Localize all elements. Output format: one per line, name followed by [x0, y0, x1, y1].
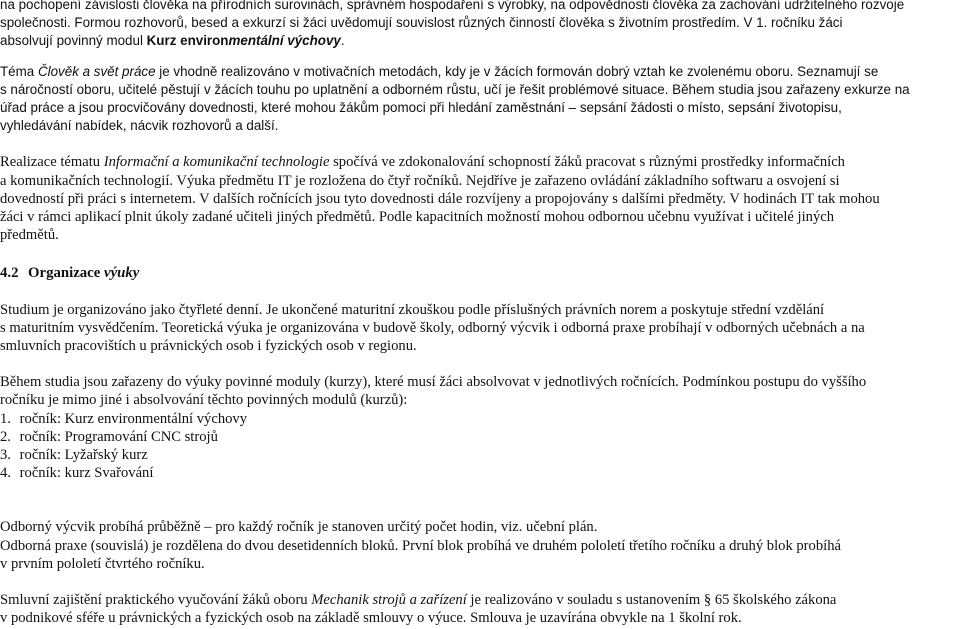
italic-text: Mechanik strojů a zařízení	[311, 592, 467, 609]
text-line: Studium je organizováno jako čtyřleté denní. Je ukončené maturitní zkouškou podle příslušných právních norem a poskytuje střední vzdělání	[0, 301, 825, 318]
paragraph-world-of-work	[0, 63, 956, 136]
text-span: je vhodně realizováno v motivačních metodách, kdy je v žácích formován dobrý vztah ke zvolenému oboru. Seznamují se	[155, 63, 879, 79]
text-line: s náročností oboru, učitelé pěstují v žácích touhu po uplatnění a odborném růstu, učí je řešit problémové situace. Během studia jsou zařazeny exkurze na	[0, 81, 910, 97]
text-line: společnosti. Formou rozhovorů, besed a exkurzí si žáci uvědomují souvislost různých činností člověka s životním prostředím. V 1. ročníku žáci	[0, 15, 843, 31]
list-item	[0, 428, 956, 446]
list-number: 1.	[0, 410, 11, 427]
paragraph-organization	[0, 301, 956, 356]
text-line: a komunikačních technologií. Výuka předmětu IT je rozložena do čtyř ročníků. Nejdříve je zařazeno ovládání základního softwaru a osvojení si	[0, 172, 840, 189]
paragraph-contract	[0, 591, 956, 627]
text-span: je realizováno v souladu s ustanovením § 65 školského zákona	[466, 592, 837, 609]
text-span: Téma	[0, 63, 38, 79]
text-line	[0, 32, 956, 50]
list-text: ročník: Programování CNC strojů	[19, 428, 218, 445]
list-number: 3.	[0, 447, 11, 464]
text-span: absolvují povinný modul	[0, 33, 147, 49]
list-number: 4.	[0, 465, 11, 482]
text-line: Během studia jsou zařazeny do výuky povinné moduly (kurzy), které musí žáci absolvovat v jednotlivých ročnících. Podmínkou postupu do vyššího	[0, 374, 867, 391]
list-text: ročník: Lyžařský kurz	[19, 447, 148, 464]
paragraph-practice	[0, 518, 956, 573]
text-line	[0, 153, 956, 171]
list-item	[0, 446, 956, 464]
italic-text: Informační a komunikační technologie	[103, 154, 330, 171]
list-text: ročník: kurz Svařování	[19, 465, 154, 482]
text-line: v prvním pololetí čtvrtého ročníku.	[0, 555, 205, 572]
text-line: předmětů.	[0, 227, 59, 244]
paragraph-environment	[0, 0, 956, 51]
bold-italic-text: mentální výchovy	[228, 33, 341, 49]
text-line: v podnikové sféře u právnických a fyzických osob na základě smlouvy o výuce. Smlouva je uzavírána obvykle na 1 školní rok.	[0, 610, 742, 627]
paragraph-ict	[0, 153, 956, 244]
text-line: dovedností při práci s internetem. V dalších ročnících jsou tyto dovednosti dále rozvíjeny a propojovány s dalšími předměty. V hodinách IT tak mohou	[0, 190, 880, 207]
modules-list	[0, 410, 956, 483]
text-span: spočívá ve zdokonalování schopností žáků pracovat s různými prostředky informačních	[329, 154, 845, 171]
text-line: Odborný výcvik probíhá průběžně – pro každý ročník je stanoven určitý počet hodin, viz. učební plán.	[0, 519, 598, 536]
text-line	[0, 591, 956, 609]
text-line: Odborná praxe (souvislá) je rozdělena do dvou desetidenních bloků. První blok probíhá ve druhém pololetí třetího ročníku a druhý blok probíhá	[0, 537, 841, 554]
text-line: na pochopení závislosti člověka na přírodních surovinách, správném hospodaření s výrobky, na odpovědnosti člověka za zachování udržitelného rozvoje	[0, 0, 905, 12]
text-span: Realizace tématu	[0, 154, 104, 171]
paragraph-modules	[0, 373, 956, 409]
list-text: ročník: Kurz environmentální výchovy	[19, 410, 248, 427]
text-line: s maturitním vysvědčením. Teoretická výuka je organizována v budově školy, odborný výcvik i odborná praxe probíhají v odborných učebnách a na	[0, 319, 865, 336]
section-number: 4.2	[0, 265, 19, 282]
list-item	[0, 410, 956, 428]
list-item	[0, 464, 956, 482]
italic-text: Člověk a svět práce	[37, 63, 156, 79]
text-span: .	[340, 33, 345, 49]
text-line	[0, 63, 956, 81]
bold-text: Kurz environ	[146, 33, 229, 49]
heading-italic: výuky	[104, 265, 140, 282]
text-line: vyhledávání nabídek, nácvik rozhovorů a další.	[0, 118, 279, 134]
text-line: úřad práce a jsou procvičovány dovednosti, které mohou žákům pomoci při hledání zaměstnání – sepsání žádosti o místo, sepsání životopisu,	[0, 100, 842, 116]
list-number: 2.	[0, 428, 11, 445]
text-span: Smluvní zajištění praktického vyučování žáků oboru	[0, 592, 312, 609]
text-line: ročníku je mimo jiné i absolvování těchto povinných modulů (kurzů):	[0, 392, 408, 409]
section-heading	[0, 264, 956, 282]
heading-text: Organizace	[28, 265, 105, 282]
text-line: smluvních pracovištích u právnických osob i fyzických osob v regionu.	[0, 338, 417, 355]
text-line: žáci v rámci aplikací plnit úkoly zadané učiteli jiných předmětů. Podle kapacitních možností mohou odbornou učebnu využívat i učitelé jiných	[0, 209, 835, 226]
